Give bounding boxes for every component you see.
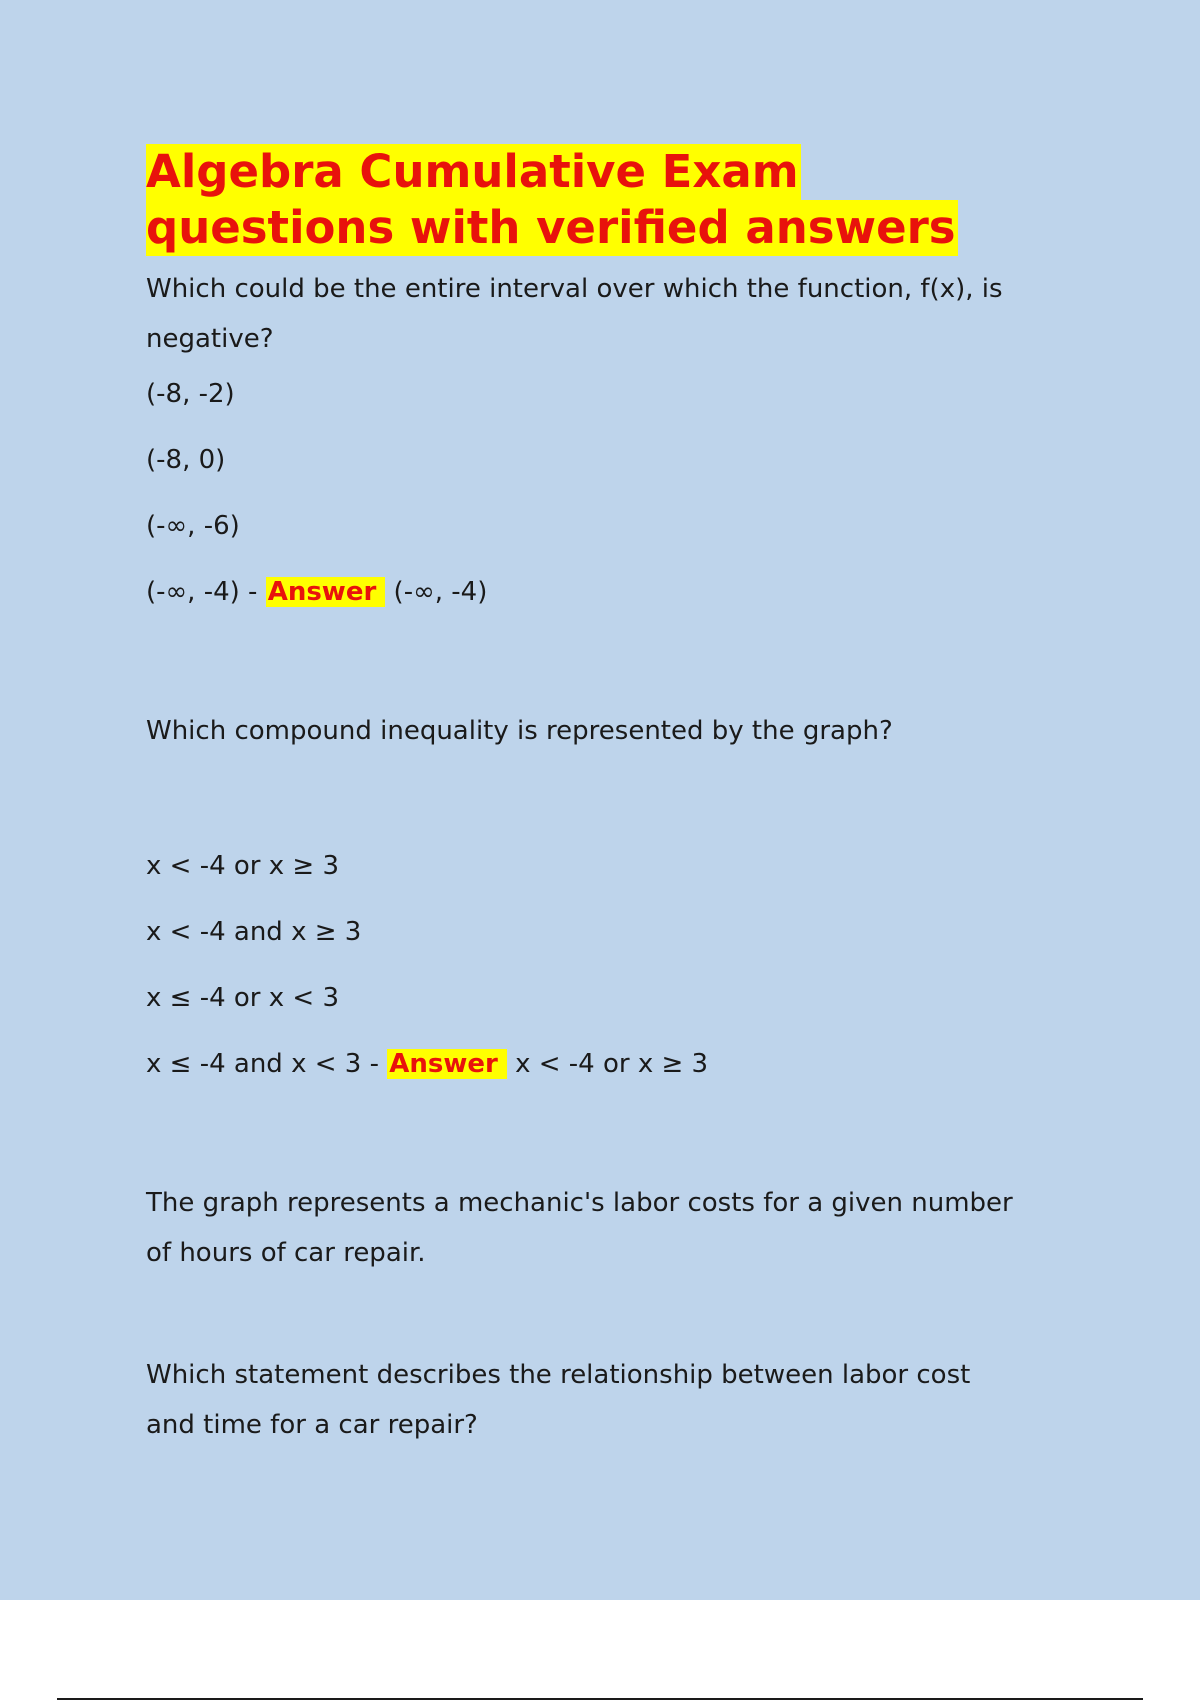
spacer [146,1278,1106,1350]
answer-label: Answer [266,577,386,607]
graph-placeholder-space [146,756,1106,848]
answer-label: Answer [387,1049,507,1079]
question-1-option-4: (-∞, -4) - Answer (-∞, -4) [146,577,488,607]
question-1-option-2: (-8, 0) [146,445,226,475]
question-1 [146,264,1106,610]
spacer [146,1112,1106,1178]
question-1-prompt: Which could be the entire interval over which the function, f(x), is negative? [146,274,1003,354]
spacer [146,640,1106,706]
title-line-2: questions with verified answers [146,201,956,254]
title-line-1: Algebra Cumulative Exam [146,145,799,198]
document-title [146,144,1106,256]
question-2-option-2: x < -4 and x ≥ 3 [146,917,362,947]
question-2-option-3: x ≤ -4 or x < 3 [146,983,339,1013]
question-2-prompt: Which compound inequality is represented by the graph? [146,716,893,746]
question-1-answer: (-∞, -4) [385,577,488,607]
question-1-option-1: (-8, -2) [146,379,235,409]
question-1-option-3: (-∞, -6) [146,511,240,541]
question-3-prompt: The graph represents a mechanic's labor costs for a given number of hours of car repair. [146,1188,1013,1268]
question-2-answer: x < -4 or x ≥ 3 [506,1049,709,1079]
question-2-option-1: x < -4 or x ≥ 3 [146,851,339,881]
question-2-option-4: x ≤ -4 and x < 3 - Answer x < -4 or x ≥ 3 [146,1049,709,1079]
question-4-prompt: Which statement describes the relationship between labor cost and time for a car repair? [146,1360,971,1440]
question-2 [146,706,1106,1082]
document-body [146,144,1106,1450]
